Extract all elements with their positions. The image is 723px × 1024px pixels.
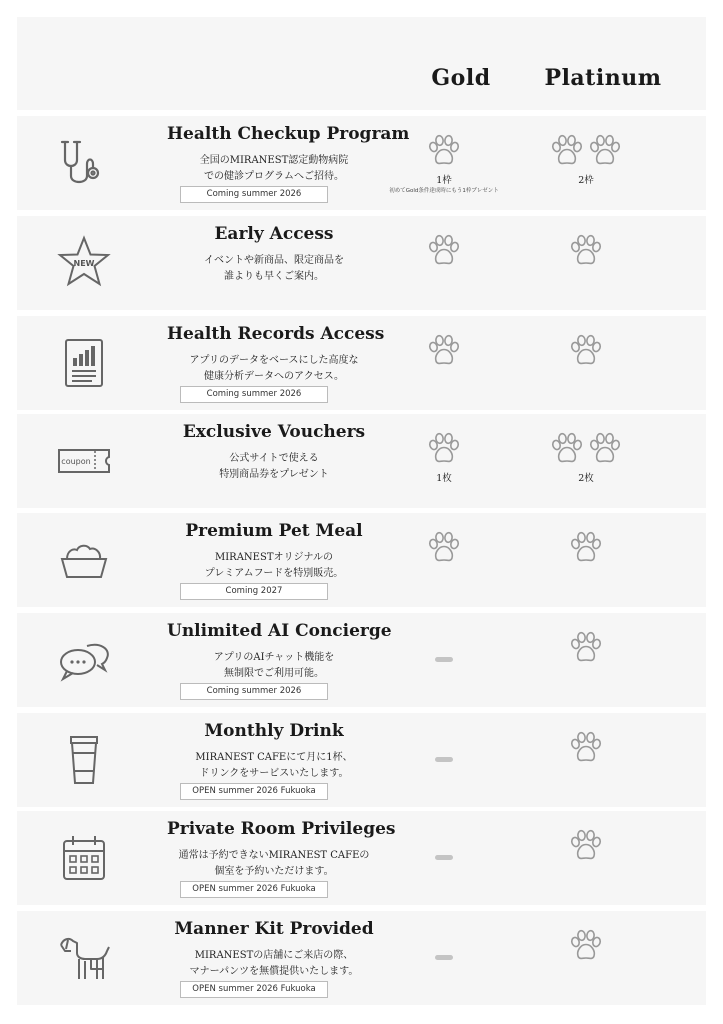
paw-icon (569, 731, 603, 765)
paw-icon (427, 234, 461, 268)
benefit-title: Private Room Privileges (167, 819, 396, 839)
platinum-cell (526, 613, 646, 707)
report-document-icon (55, 334, 113, 392)
platinum-cell (526, 216, 646, 310)
paw-icon (427, 134, 461, 168)
availability-badge: Coming summer 2026 (180, 683, 328, 700)
platinum-cell (526, 911, 646, 1005)
gold-cell (384, 713, 504, 807)
benefit-row (17, 911, 706, 1005)
paw-group (526, 334, 646, 368)
not-included-dash (435, 855, 453, 860)
not-included-dash (435, 657, 453, 662)
benefit-title: Monthly Drink (204, 721, 344, 741)
benefit-description: 通常は予約できないMIRANEST CAFEの 個室を予約いただけます。 (178, 850, 370, 877)
paw-icon (569, 631, 603, 665)
paw-icon (569, 531, 603, 565)
gold-cell (384, 316, 504, 410)
benefit-description: MIRANESTの店舗にご来店の際、 マナーパンツを無償提供いたします。 (189, 950, 359, 977)
benefit-title: Health Checkup Program (167, 124, 410, 144)
paw-group (384, 432, 504, 466)
dog-icon (55, 929, 113, 987)
benefit-row (17, 216, 706, 310)
availability-badge: Coming summer 2026 (180, 386, 328, 403)
platinum-cell (526, 513, 646, 607)
gold-cell (384, 414, 504, 508)
paw-icon (569, 334, 603, 368)
paw-group (526, 731, 646, 765)
benefit-row (17, 811, 706, 905)
benefit-title: Manner Kit Provided (174, 919, 374, 939)
paw-group (384, 234, 504, 268)
new-star-icon (55, 234, 113, 292)
benefit-title: Premium Pet Meal (185, 521, 363, 541)
benefit-description: アプリのデータをベースにした高度な 健康分析データへのアクセス。 (189, 355, 359, 382)
benefit-row (17, 316, 706, 410)
paw-group (526, 234, 646, 268)
benefit-title: Unlimited AI Concierge (167, 621, 392, 641)
paw-icon (427, 531, 461, 565)
benefit-title: Health Records Access (167, 324, 385, 344)
benefit-description: 全国のMIRANEST認定動物病院 での健診プログラムへご招待。 (199, 155, 349, 182)
paw-group (526, 631, 646, 665)
paw-group (384, 134, 504, 168)
paw-group (526, 531, 646, 565)
gold-cell (384, 811, 504, 905)
paw-icon (550, 432, 584, 466)
benefit-title: Early Access (214, 224, 334, 244)
benefit-title: Exclusive Vouchers (182, 422, 366, 442)
gold-cell (384, 613, 504, 707)
gold-quantity-note: 1枚 (436, 473, 452, 484)
gold-column-title: Gold (431, 65, 491, 91)
platinum-cell (526, 811, 646, 905)
benefit-row (17, 713, 706, 807)
stethoscope-icon (55, 134, 113, 192)
paw-icon (588, 432, 622, 466)
benefit-description: アプリのAIチャット機能を 無制限でご利用可能。 (213, 652, 335, 679)
svg-text:NEW: NEW (73, 259, 95, 268)
paw-icon (588, 134, 622, 168)
benefit-description: MIRANEST CAFEにて月に1杯、 ドリンクをサービスいたします。 (195, 752, 353, 779)
platinum-cell (526, 713, 646, 807)
chat-bubbles-icon (55, 631, 113, 689)
paw-group (384, 334, 504, 368)
paw-icon (569, 829, 603, 863)
benefit-row (17, 513, 706, 607)
paw-icon (427, 432, 461, 466)
paw-group (526, 432, 646, 466)
coupon-icon (55, 432, 113, 490)
paw-group (526, 829, 646, 863)
calendar-icon (55, 829, 113, 887)
platinum-cell (526, 316, 646, 410)
availability-badge: OPEN summer 2026 Fukuoka (180, 981, 328, 998)
gold-bonus-note: 初めてGold条件達成時にもう1枠プレゼント (389, 188, 499, 194)
not-included-dash (435, 955, 453, 960)
availability-badge: OPEN summer 2026 Fukuoka (180, 783, 328, 800)
availability-badge: Coming summer 2026 (180, 186, 328, 203)
gold-cell (384, 513, 504, 607)
availability-badge: OPEN summer 2026 Fukuoka (180, 881, 328, 898)
paw-group (384, 531, 504, 565)
paw-group (526, 929, 646, 963)
platinum-quantity-note: 2枚 (578, 473, 594, 484)
benefit-row (17, 116, 706, 210)
benefit-row (17, 414, 706, 508)
paw-group (526, 134, 646, 168)
platinum-cell (526, 116, 646, 210)
benefit-description: イベントや新商品、限定商品を 誰よりも早くご案内。 (204, 255, 344, 282)
platinum-cell (526, 414, 646, 508)
platinum-column-title: Platinum (544, 65, 662, 91)
benefit-row (17, 613, 706, 707)
benefit-description: 公式サイトで使える 特別商品券をプレゼント (219, 453, 329, 480)
gold-cell (384, 216, 504, 310)
not-included-dash (435, 757, 453, 762)
platinum-quantity-note: 2枠 (578, 175, 594, 186)
paw-icon (550, 134, 584, 168)
paw-icon (569, 929, 603, 963)
svg-text:coupon: coupon (61, 457, 91, 466)
gold-cell (384, 116, 504, 210)
paw-icon (427, 334, 461, 368)
benefit-description: MIRANESTオリジナルの プレミアムフードを特別販売。 (204, 552, 344, 579)
food-bowl-icon (55, 531, 113, 589)
drink-cup-icon (55, 731, 113, 789)
gold-cell (384, 911, 504, 1005)
paw-icon (569, 234, 603, 268)
gold-quantity-note: 1枠 (436, 175, 452, 186)
table-header (17, 17, 706, 110)
availability-badge: Coming 2027 (180, 583, 328, 600)
